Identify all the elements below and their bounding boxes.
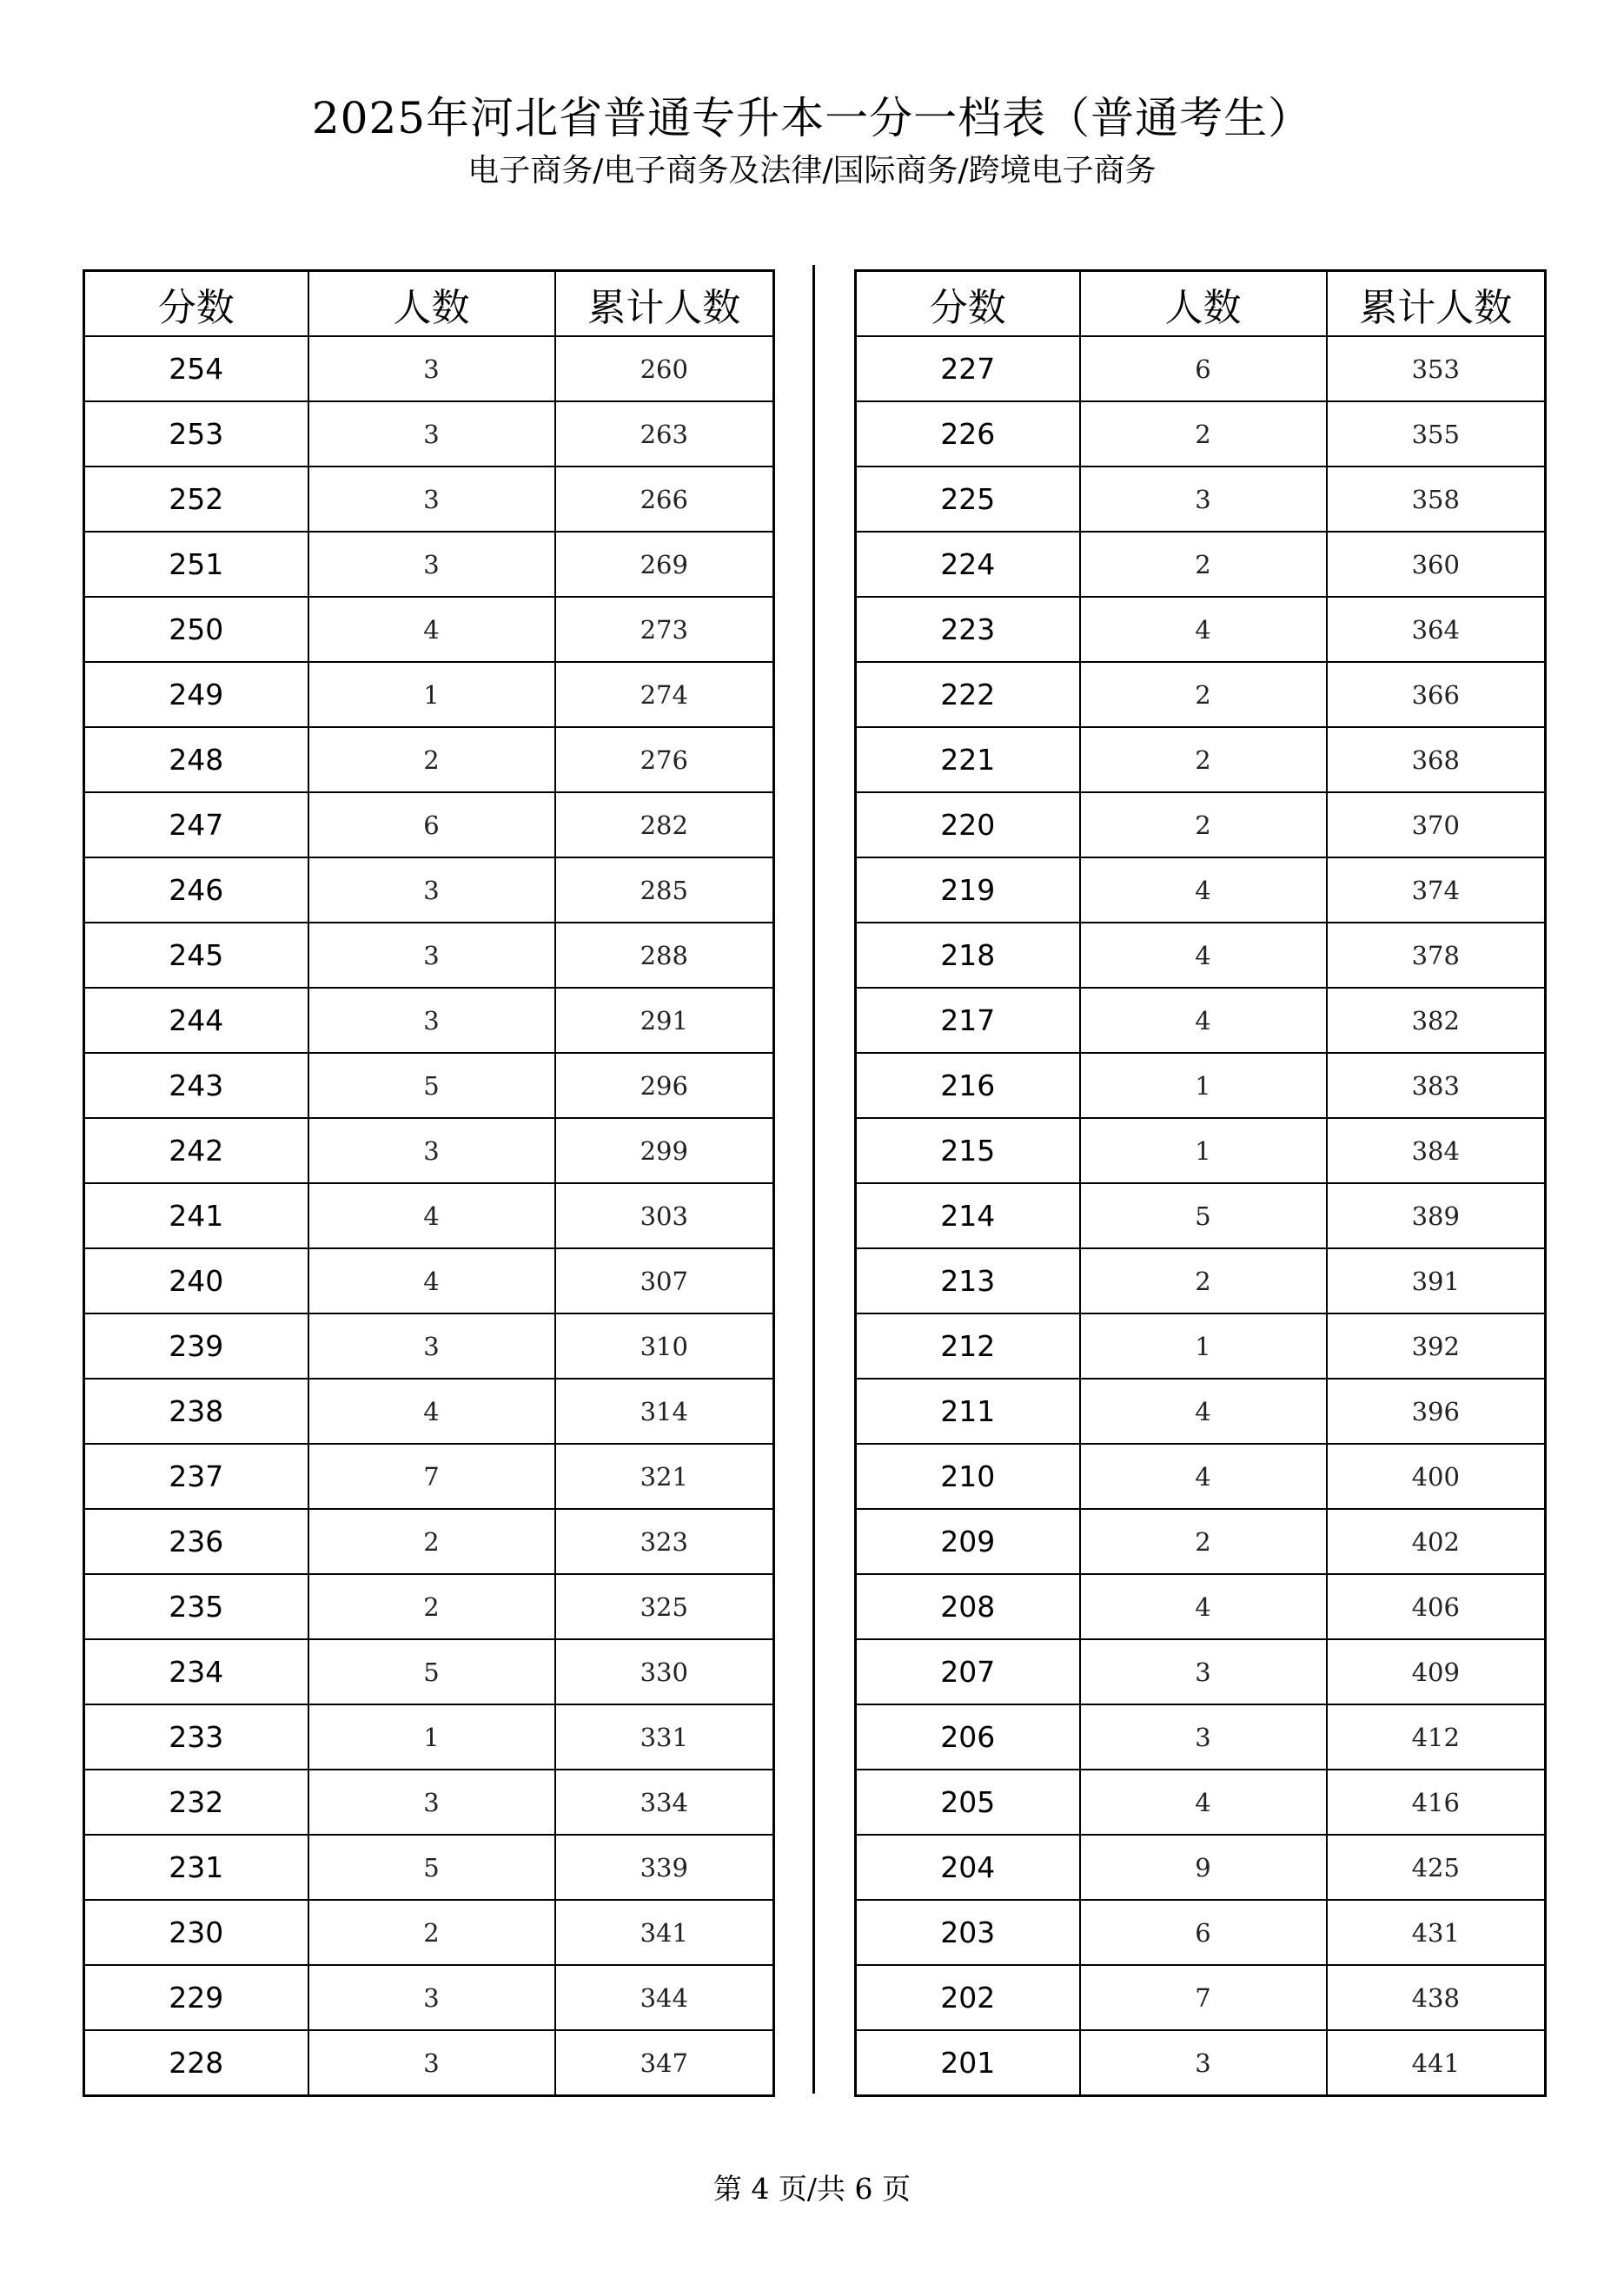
count-cell: 1 [308, 1704, 555, 1770]
table-row [84, 1053, 774, 1118]
table-row [856, 1704, 1546, 1770]
cumulative-cell: 406 [1327, 1574, 1546, 1639]
table-header-row [856, 271, 1546, 337]
table-row [856, 1183, 1546, 1248]
count-cell: 3 [308, 532, 555, 597]
table-row [84, 401, 774, 466]
count-cell: 2 [1080, 727, 1327, 792]
score-cell: 212 [856, 1313, 1080, 1379]
score-cell: 210 [856, 1444, 1080, 1509]
score-cell: 224 [856, 532, 1080, 597]
score-cell: 223 [856, 597, 1080, 662]
count-cell: 4 [1080, 857, 1327, 923]
cumulative-cell: 441 [1327, 2030, 1546, 2096]
page-subtitle: 电子商务/电子商务及法律/国际商务/跨境电子商务 [467, 153, 1157, 189]
table-row [856, 1118, 1546, 1183]
table-row [84, 1639, 774, 1704]
score-cell: 202 [856, 1965, 1080, 2030]
table-row [856, 857, 1546, 923]
table-row [856, 1313, 1546, 1379]
count-cell: 5 [308, 1053, 555, 1118]
cumulative-cell: 321 [555, 1444, 774, 1509]
cumulative-cell: 325 [555, 1574, 774, 1639]
count-cell: 3 [1080, 2030, 1327, 2096]
cumulative-cell: 307 [555, 1248, 774, 1313]
count-cell: 3 [308, 988, 555, 1053]
score-cell: 240 [84, 1248, 308, 1313]
score-cell: 236 [84, 1509, 308, 1574]
column-divider [812, 265, 815, 2094]
cumulative-cell: 392 [1327, 1313, 1546, 1379]
score-cell: 249 [84, 662, 308, 727]
table-row [856, 923, 1546, 988]
score-cell: 225 [856, 466, 1080, 532]
cumulative-cell: 344 [555, 1965, 774, 2030]
count-cell: 7 [1080, 1965, 1327, 2030]
count-cell: 3 [308, 1770, 555, 1835]
score-cell: 252 [84, 466, 308, 532]
cumulative-cell: 285 [555, 857, 774, 923]
table-row [856, 1248, 1546, 1313]
count-cell: 9 [1080, 1835, 1327, 1900]
cumulative-cell: 276 [555, 727, 774, 792]
cumulative-cell: 360 [1327, 532, 1546, 597]
count-cell: 2 [308, 727, 555, 792]
table-row [856, 1965, 1546, 2030]
table-body-right [856, 336, 1546, 2096]
table-row [84, 1574, 774, 1639]
score-cell: 219 [856, 857, 1080, 923]
table-row [84, 1313, 774, 1379]
score-cell: 247 [84, 792, 308, 857]
count-cell: 3 [308, 1313, 555, 1379]
table-row [84, 727, 774, 792]
table-row [856, 2030, 1546, 2096]
score-cell: 250 [84, 597, 308, 662]
score-cell: 244 [84, 988, 308, 1053]
score-cell: 207 [856, 1639, 1080, 1704]
cumulative-cell: 353 [1327, 336, 1546, 401]
cumulative-cell: 358 [1327, 466, 1546, 532]
score-cell: 221 [856, 727, 1080, 792]
score-cell: 203 [856, 1900, 1080, 1965]
header-score: 分数 [84, 271, 308, 337]
count-cell: 2 [308, 1574, 555, 1639]
table-row [84, 2030, 774, 2096]
cumulative-cell: 409 [1327, 1639, 1546, 1704]
count-cell: 2 [1080, 662, 1327, 727]
count-cell: 5 [308, 1639, 555, 1704]
count-cell: 4 [1080, 988, 1327, 1053]
cumulative-cell: 412 [1327, 1704, 1546, 1770]
cumulative-cell: 330 [555, 1639, 774, 1704]
count-cell: 2 [308, 1900, 555, 1965]
table-row [856, 336, 1546, 401]
score-cell: 233 [84, 1704, 308, 1770]
count-cell: 2 [1080, 401, 1327, 466]
count-cell: 5 [308, 1835, 555, 1900]
table-row [84, 597, 774, 662]
cumulative-cell: 273 [555, 597, 774, 662]
table-row [856, 727, 1546, 792]
cumulative-cell: 368 [1327, 727, 1546, 792]
table-row [84, 1118, 774, 1183]
table-body-left [84, 336, 774, 2096]
table-row [856, 466, 1546, 532]
cumulative-cell: 274 [555, 662, 774, 727]
score-table-left [83, 269, 775, 2097]
cumulative-cell: 263 [555, 401, 774, 466]
table-row [84, 1835, 774, 1900]
score-cell: 218 [856, 923, 1080, 988]
score-cell: 235 [84, 1574, 308, 1639]
table-row [84, 1379, 774, 1444]
cumulative-cell: 425 [1327, 1835, 1546, 1900]
count-cell: 3 [308, 2030, 555, 2096]
cumulative-cell: 288 [555, 923, 774, 988]
cumulative-cell: 296 [555, 1053, 774, 1118]
table-row [84, 792, 774, 857]
score-cell: 245 [84, 923, 308, 988]
cumulative-cell: 416 [1327, 1770, 1546, 1835]
cumulative-cell: 355 [1327, 401, 1546, 466]
cumulative-cell: 291 [555, 988, 774, 1053]
count-cell: 1 [1080, 1053, 1327, 1118]
table-row [84, 662, 774, 727]
table-header-row [84, 271, 774, 337]
cumulative-cell: 341 [555, 1900, 774, 1965]
header-count: 人数 [308, 271, 555, 337]
header-cumulative: 累计人数 [555, 271, 774, 337]
count-cell: 4 [1080, 1444, 1327, 1509]
score-cell: 230 [84, 1900, 308, 1965]
cumulative-cell: 402 [1327, 1509, 1546, 1574]
score-cell: 201 [856, 2030, 1080, 2096]
table-row [856, 1509, 1546, 1574]
table-row [856, 1639, 1546, 1704]
cumulative-cell: 383 [1327, 1053, 1546, 1118]
count-cell: 2 [1080, 792, 1327, 857]
score-cell: 222 [856, 662, 1080, 727]
cumulative-cell: 370 [1327, 792, 1546, 857]
table-row [84, 1965, 774, 2030]
cumulative-cell: 389 [1327, 1183, 1546, 1248]
count-cell: 4 [1080, 1379, 1327, 1444]
count-cell: 3 [308, 401, 555, 466]
score-cell: 216 [856, 1053, 1080, 1118]
cumulative-cell: 366 [1327, 662, 1546, 727]
score-cell: 208 [856, 1574, 1080, 1639]
table-row [84, 1183, 774, 1248]
score-cell: 226 [856, 401, 1080, 466]
count-cell: 4 [308, 1248, 555, 1313]
score-cell: 248 [84, 727, 308, 792]
table-row [856, 401, 1546, 466]
score-cell: 228 [84, 2030, 308, 2096]
count-cell: 3 [308, 336, 555, 401]
cumulative-cell: 339 [555, 1835, 774, 1900]
count-cell: 2 [1080, 1509, 1327, 1574]
table-row [84, 532, 774, 597]
score-cell: 227 [856, 336, 1080, 401]
score-cell: 246 [84, 857, 308, 923]
score-cell: 211 [856, 1379, 1080, 1444]
table-row [856, 597, 1546, 662]
count-cell: 4 [308, 1183, 555, 1248]
score-cell: 232 [84, 1770, 308, 1835]
count-cell: 3 [1080, 466, 1327, 532]
score-table-right [854, 269, 1547, 2097]
table-row [856, 1379, 1546, 1444]
count-cell: 6 [1080, 336, 1327, 401]
table-row [856, 662, 1546, 727]
score-cell: 239 [84, 1313, 308, 1379]
score-cell: 237 [84, 1444, 308, 1509]
table-row [84, 1248, 774, 1313]
table-row [84, 1509, 774, 1574]
cumulative-cell: 310 [555, 1313, 774, 1379]
count-cell: 5 [1080, 1183, 1327, 1248]
count-cell: 3 [308, 466, 555, 532]
score-cell: 215 [856, 1118, 1080, 1183]
count-cell: 4 [308, 1379, 555, 1444]
score-cell: 234 [84, 1639, 308, 1704]
table-row [856, 988, 1546, 1053]
count-cell: 4 [1080, 1770, 1327, 1835]
score-cell: 229 [84, 1965, 308, 2030]
count-cell: 6 [308, 792, 555, 857]
cumulative-cell: 400 [1327, 1444, 1546, 1509]
count-cell: 3 [1080, 1639, 1327, 1704]
table-row [856, 1574, 1546, 1639]
table-row [84, 988, 774, 1053]
count-cell: 1 [1080, 1313, 1327, 1379]
cumulative-cell: 314 [555, 1379, 774, 1444]
score-cell: 251 [84, 532, 308, 597]
table-row [856, 1835, 1546, 1900]
count-cell: 3 [308, 1118, 555, 1183]
table-row [856, 532, 1546, 597]
count-cell: 3 [308, 923, 555, 988]
cumulative-cell: 299 [555, 1118, 774, 1183]
count-cell: 4 [308, 597, 555, 662]
score-cell: 217 [856, 988, 1080, 1053]
table-row [84, 336, 774, 401]
table-row [856, 1770, 1546, 1835]
count-cell: 2 [1080, 1248, 1327, 1313]
cumulative-cell: 396 [1327, 1379, 1546, 1444]
cumulative-cell: 334 [555, 1770, 774, 1835]
count-cell: 3 [1080, 1704, 1327, 1770]
table-row [84, 1444, 774, 1509]
table-row [84, 1704, 774, 1770]
cumulative-cell: 282 [555, 792, 774, 857]
score-cell: 209 [856, 1509, 1080, 1574]
cumulative-cell: 431 [1327, 1900, 1546, 1965]
cumulative-cell: 384 [1327, 1118, 1546, 1183]
score-cell: 206 [856, 1704, 1080, 1770]
cumulative-cell: 269 [555, 532, 774, 597]
table-row [84, 1770, 774, 1835]
table-row [84, 857, 774, 923]
score-cell: 213 [856, 1248, 1080, 1313]
header-cumulative: 累计人数 [1327, 271, 1546, 337]
cumulative-cell: 323 [555, 1509, 774, 1574]
page-number: 第 4 页/共 6 页 [713, 2172, 911, 2206]
cumulative-cell: 391 [1327, 1248, 1546, 1313]
page-title: 2025年河北省普通专升本一分一档表（普通考生） [311, 93, 1313, 143]
cumulative-cell: 260 [555, 336, 774, 401]
count-cell: 7 [308, 1444, 555, 1509]
score-cell: 253 [84, 401, 308, 466]
cumulative-cell: 378 [1327, 923, 1546, 988]
count-cell: 2 [1080, 532, 1327, 597]
score-cell: 238 [84, 1379, 308, 1444]
score-cell: 241 [84, 1183, 308, 1248]
score-cell: 254 [84, 336, 308, 401]
cumulative-cell: 364 [1327, 597, 1546, 662]
count-cell: 1 [308, 662, 555, 727]
score-cell: 243 [84, 1053, 308, 1118]
count-cell: 3 [308, 1965, 555, 2030]
score-cell: 204 [856, 1835, 1080, 1900]
score-cell: 231 [84, 1835, 308, 1900]
cumulative-cell: 303 [555, 1183, 774, 1248]
cumulative-cell: 331 [555, 1704, 774, 1770]
table-row [856, 1053, 1546, 1118]
table-row [84, 466, 774, 532]
count-cell: 4 [1080, 1574, 1327, 1639]
cumulative-cell: 266 [555, 466, 774, 532]
score-cell: 220 [856, 792, 1080, 857]
table-row [856, 1444, 1546, 1509]
cumulative-cell: 382 [1327, 988, 1546, 1053]
header-count: 人数 [1080, 271, 1327, 337]
count-cell: 6 [1080, 1900, 1327, 1965]
table-row [856, 792, 1546, 857]
count-cell: 2 [308, 1509, 555, 1574]
table-row [856, 1900, 1546, 1965]
score-cell: 205 [856, 1770, 1080, 1835]
count-cell: 4 [1080, 923, 1327, 988]
cumulative-cell: 374 [1327, 857, 1546, 923]
table-row [84, 923, 774, 988]
cumulative-cell: 438 [1327, 1965, 1546, 2030]
score-cell: 242 [84, 1118, 308, 1183]
cumulative-cell: 347 [555, 2030, 774, 2096]
count-cell: 4 [1080, 597, 1327, 662]
score-cell: 214 [856, 1183, 1080, 1248]
count-cell: 1 [1080, 1118, 1327, 1183]
table-row [84, 1900, 774, 1965]
count-cell: 3 [308, 857, 555, 923]
header-score: 分数 [856, 271, 1080, 337]
